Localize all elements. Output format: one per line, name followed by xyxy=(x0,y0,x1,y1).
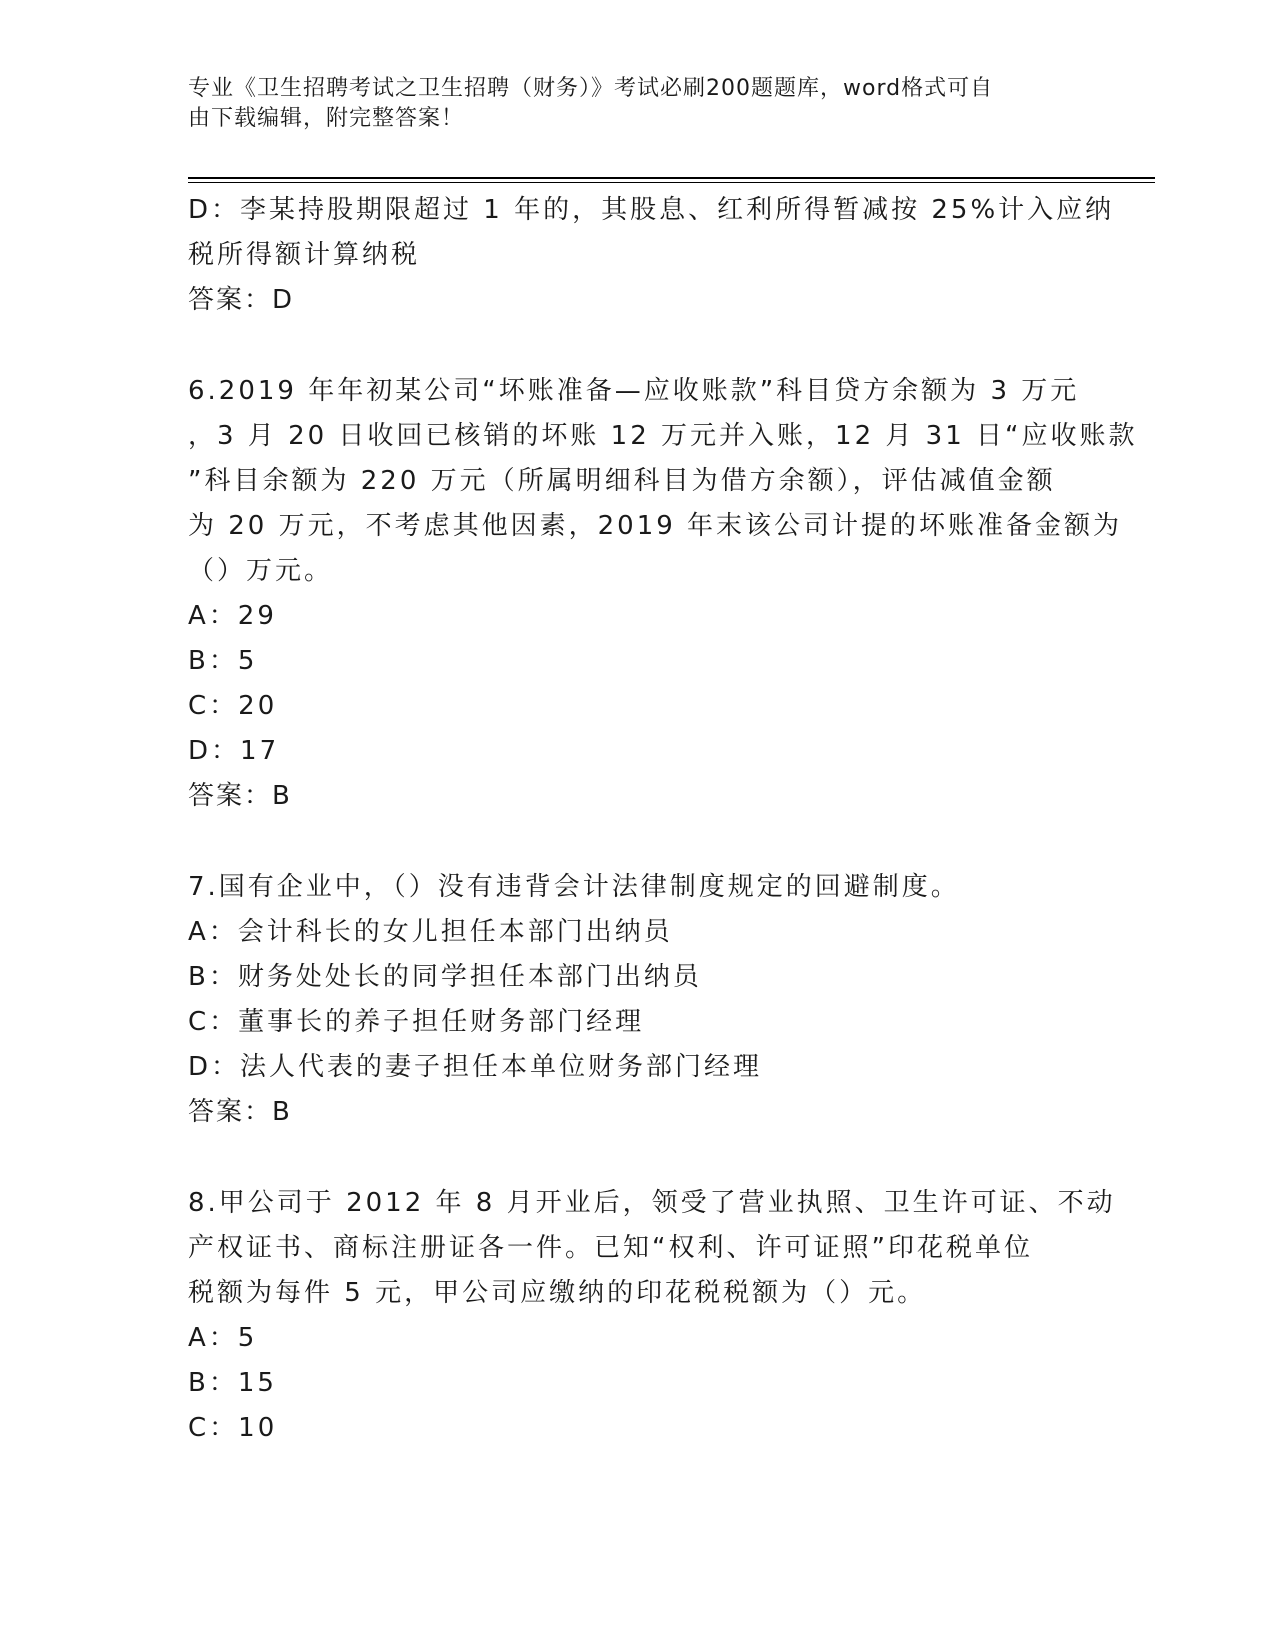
question-5-tail xyxy=(188,188,1115,323)
option-c: C：20 xyxy=(188,691,278,721)
question-stem-line: ”科目余额为 220 万元（所属明细科目为借方余额），评估减值金额 xyxy=(188,466,1056,496)
answer-label: 答案：B xyxy=(188,781,292,811)
header-line-2: 由下载编辑，附完整答案！ xyxy=(188,106,465,131)
option-d-line-2: 税所得额计算纳税 xyxy=(188,240,421,270)
answer-label: 答案：D xyxy=(188,285,295,315)
header-divider-thin xyxy=(188,182,1155,183)
option-a: A：5 xyxy=(188,1323,258,1353)
option-c: C：10 xyxy=(188,1413,278,1443)
option-d-line-1: D：李某持股期限超过 1 年的，其股息、红利所得暂减按 25%计入应纳 xyxy=(188,195,1115,225)
option-b: B：5 xyxy=(188,646,258,676)
spacer xyxy=(188,819,1088,865)
question-stem-line: 6.2019 年年初某公司“坏账准备—应收账款”科目贷方余额为 3 万元 xyxy=(188,376,1080,406)
question-6 xyxy=(188,369,1138,819)
question-8 xyxy=(188,1181,1116,1451)
document-header xyxy=(188,74,1078,134)
option-b: B：15 xyxy=(188,1368,277,1398)
spacer xyxy=(188,1135,1088,1181)
option-a: A：会计科长的女儿担任本部门出纳员 xyxy=(188,917,673,947)
header-divider-thick xyxy=(188,177,1155,179)
question-stem-line: （）万元。 xyxy=(188,556,334,586)
option-b: B：财务处处长的同学担任本部门出纳员 xyxy=(188,962,702,992)
option-d: D：17 xyxy=(188,736,280,766)
option-d: D：法人代表的妻子担任本单位财务部门经理 xyxy=(188,1052,763,1082)
question-stem-line: 7.国有企业中，（）没有违背会计法律制度规定的回避制度。 xyxy=(188,872,960,902)
question-stem-line: 产权证书、商标注册证各一件。已知“权利、许可证照”印花税单位 xyxy=(188,1233,1033,1263)
question-content xyxy=(188,188,1138,1451)
option-a: A：29 xyxy=(188,601,277,631)
spacer xyxy=(188,323,1088,369)
option-c: C：董事长的养子担任财务部门经理 xyxy=(188,1007,645,1037)
header-line-1: 专业《卫生招聘考试之卫生招聘（财务）》考试必刷200题题库，word格式可自 xyxy=(188,76,994,101)
question-stem-line: ，3 月 20 日收回已核销的坏账 12 万元并入账，12 月 31 日“应收账款 xyxy=(188,421,1138,451)
question-stem-line: 为 20 万元，不考虑其他因素，2019 年末该公司计提的坏账准备金额为 xyxy=(188,511,1123,541)
answer-label: 答案：B xyxy=(188,1097,292,1127)
question-stem-line: 税额为每件 5 元，甲公司应缴纳的印花税税额为（）元。 xyxy=(188,1278,927,1308)
question-7 xyxy=(188,865,1088,1135)
question-stem-line: 8.甲公司于 2012 年 8 月开业后，领受了营业执照、卫生许可证、不动 xyxy=(188,1188,1116,1218)
